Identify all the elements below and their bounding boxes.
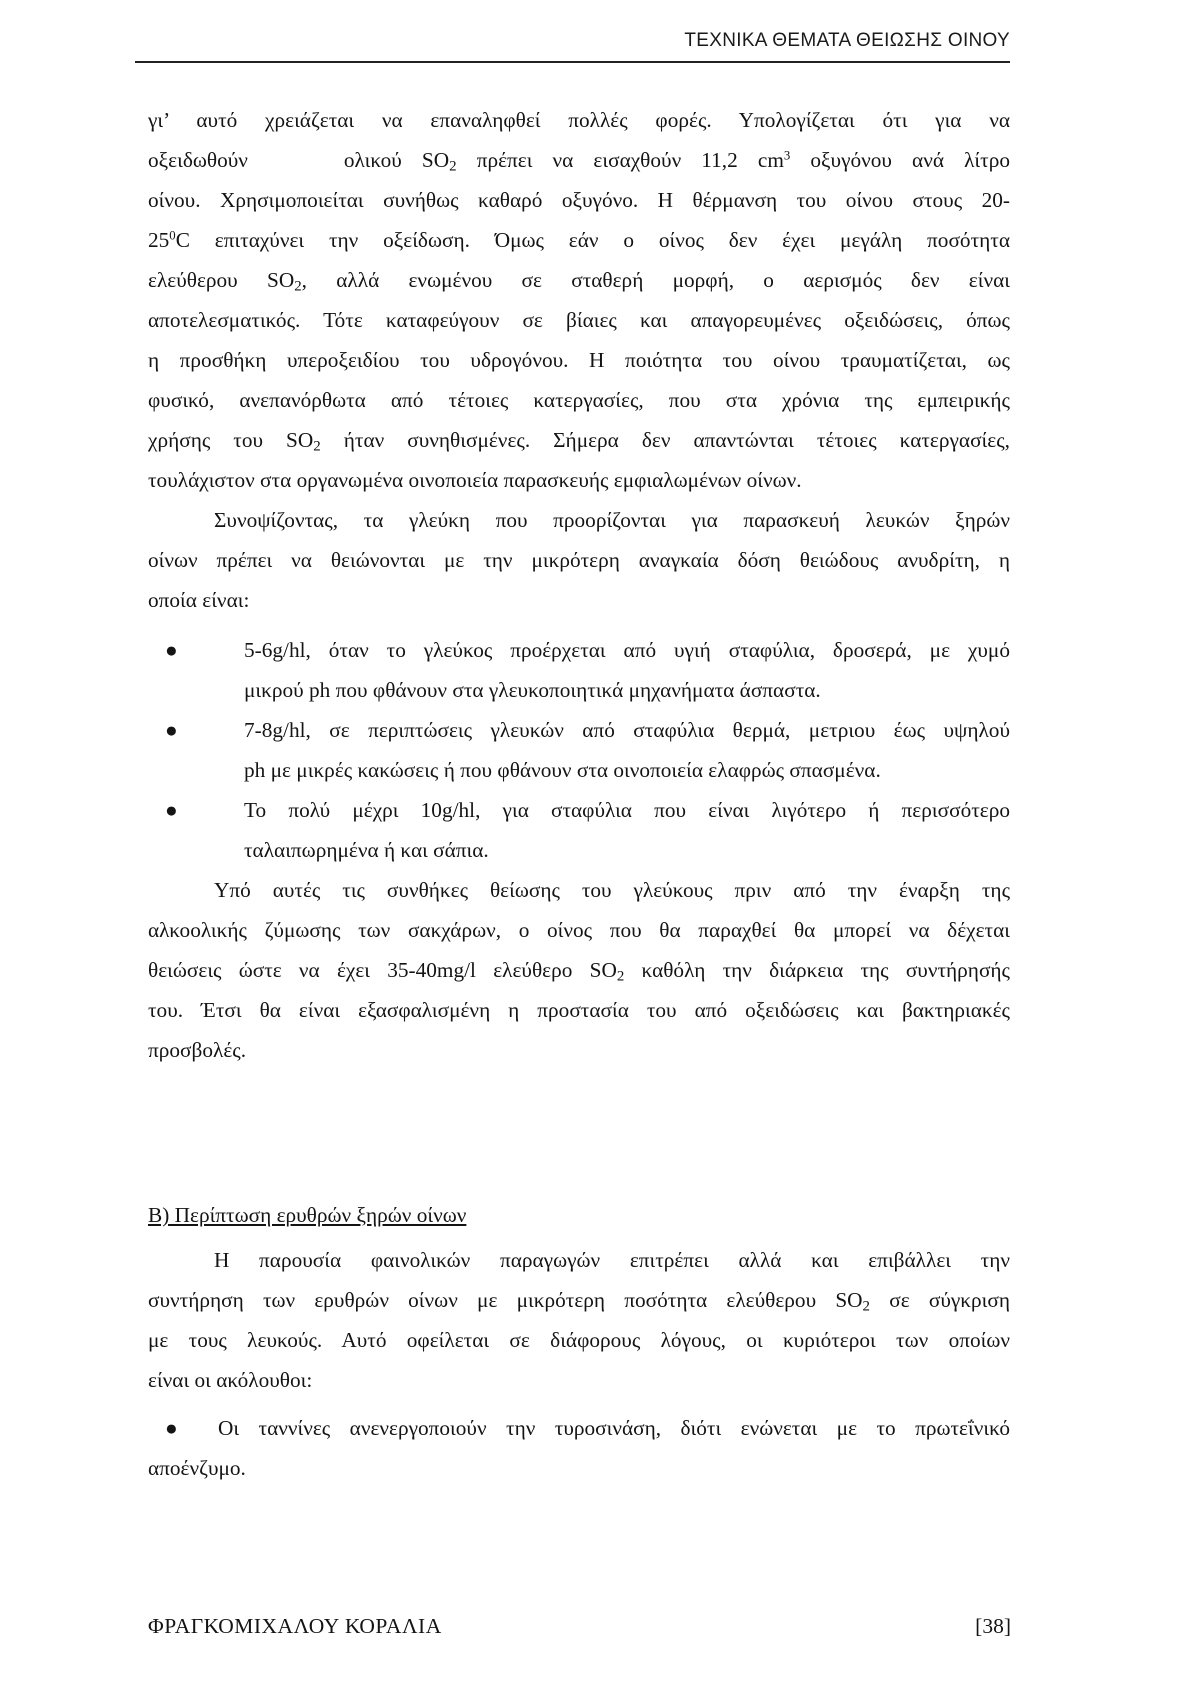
paragraph-line: συντήρηση των ερυθρών οίνων με μικρότερη ποσότητα ελεύθερου $SO_2$ σε σύγκριση [148,1288,1010,1315]
paragraph-line: Η παρουσία φαινολικών παραγωγών επιτρέπει αλλά και επιβάλλει την [214,1248,1010,1272]
paragraph-line: η προσθήκη υπεροξειδίου του υδρογόνου. Η ποιότητα του οίνου τραυματίζεται, ως [148,348,1010,372]
paragraph-line: οξειδωθούν ολικού $SO_2$ πρέπει να εισαχθούν 11,2 $cm^3$ οξυγόνου ανά λίτρο [148,148,1010,175]
paragraph-line: οποία είναι: [148,588,250,612]
paragraph-line: αποτελεσματικός. Τότε καταφεύγουν σε βίαιες και απαγορευμένες οξειδώσεις, όπως [148,308,1010,332]
bullet-icon: ● [165,718,178,742]
paragraph-line: Συνοψίζοντας, τα γλεύκη που προορίζονται για παρασκευή λευκών ξηρών [214,508,1010,532]
paragraph-line: προσβολές. [148,1038,247,1062]
list-item: ● Οι ταννίνες ανενεργοποιούν την τυροσινάση, διότι ενώνεται με το πρωτεΐνικό αποένζυμο. [148,1408,1010,1488]
paragraph-line: είναι οι ακόλουθοι: [148,1368,313,1392]
bullet-icon: ● [165,798,178,822]
paragraph-line: γι’ αυτό χρειάζεται να επαναληφθεί πολλές φορές. Υπολογίζεται ότι για να [148,108,1010,132]
paragraph-line: $25^0C$ επιταχύνει την οξείδωση. Όμως εάν ο οίνος δεν έχει μεγάλη ποσότητα [148,228,1010,252]
paragraph-line: τουλάχιστον στα οργανωμένα οινοποιεία παρασκευής εμφιαλωμένων οίνων. [148,468,802,492]
footer-author: ΦΡΑΓΚΟΜΙΧΑΛΟΥ ΚΟΡΑΛΙΑ [148,1614,442,1638]
running-header: ΤΕΧΝΙΚΑ ΘΕΜΑΤΑ ΘΕΙΩΣΗΣ ΟΙΝΟΥ [684,30,1010,51]
paragraph-line: οίνου. Χρησιμοποιείται συνήθως καθαρό οξυγόνο. Η θέρμανση του οίνου στους 20- [148,188,1010,212]
paragraph-line: του. Έτσι θα είναι εξασφαλισμένη η προστασία του από οξειδώσεις και βακτηριακές [148,998,1010,1022]
paragraph-line: Υπό αυτές τις συνθήκες θείωσης του γλεύκους πριν από την έναρξη της [214,878,1010,902]
bullet-icon: ● [165,638,178,662]
header-rule [135,61,1010,63]
section-heading: Β) Περίπτωση ερυθρών ξηρών οίνων [148,1203,467,1227]
paragraph-line: ελεύθερου $SO_2$, αλλά ενωμένου σε σταθερή μορφή, ο αερισμός δεν είναι [148,268,1010,295]
paragraph-line: οίνων πρέπει να θειώνονται με την μικρότερη αναγκαία δόση θειώδους ανυδρίτη, η [148,548,1010,572]
bullet-icon: ● [165,1416,178,1440]
page-number: [38] [975,1614,1011,1638]
paragraph-line: αλκοολικής ζύμωσης των σακχάρων, ο οίνος που θα παραχθεί θα μπορεί να δέχεται [148,918,1010,942]
paragraph-line: χρήσης του $SO_2$ ήταν συνηθισμένες. Σήμερα δεν απαντώνται τέτοιες κατεργασίες, [148,428,1010,455]
paragraph-line: θειώσεις ώστε να έχει 35-40mg/l ελεύθερο $SO_2$ καθόλη την διάρκεια της συντήρησής [148,958,1010,985]
paragraph-line: με τους λευκούς. Αυτό οφείλεται σε διάφορους λόγους, οι κυριότεροι των οποίων [148,1328,1010,1352]
paragraph-line: φυσικό, ανεπανόρθωτα από τέτοιες κατεργασίες, που στα χρόνια της εμπειρικής [148,388,1010,412]
